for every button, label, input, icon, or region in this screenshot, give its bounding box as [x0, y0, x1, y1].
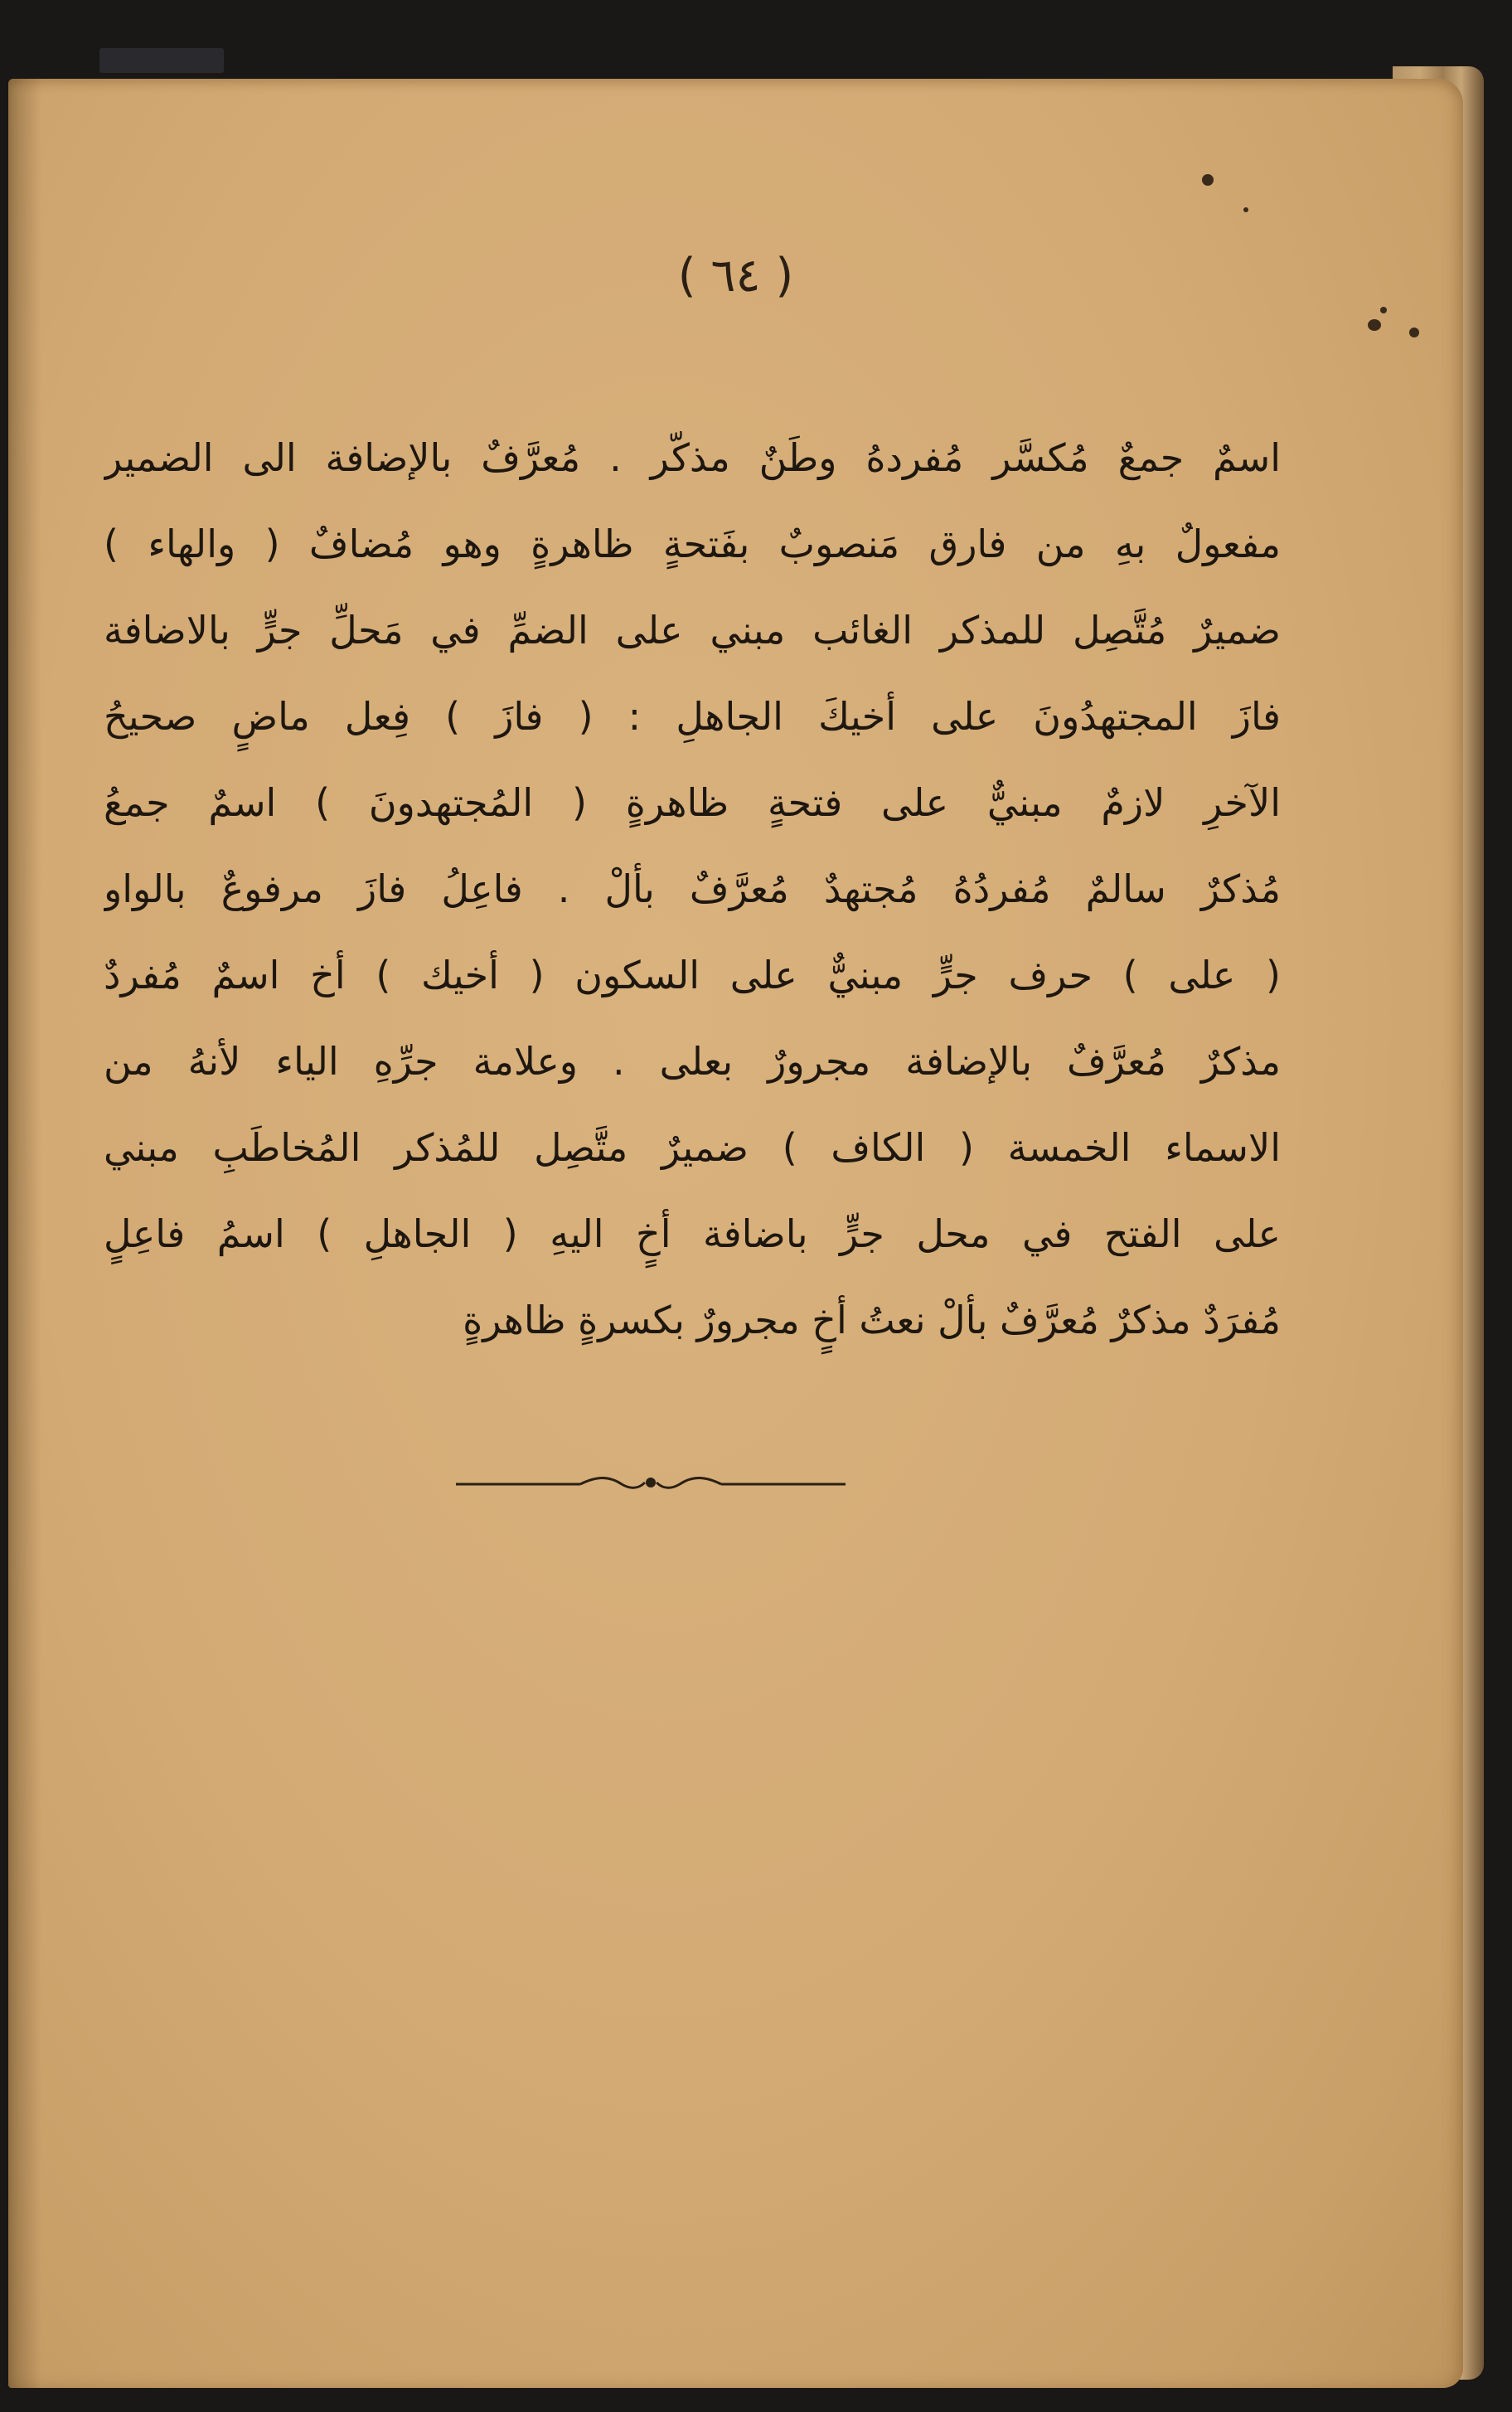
decorative-divider-icon	[456, 1468, 846, 1501]
binding-strip	[99, 48, 224, 73]
spine-shadow	[8, 79, 41, 2388]
text-line: ضميرٌ مُتَّصِل للمذكر الغائب مبني على الضمِّ في مَحلِّ جرٍّ بالاضافة	[104, 608, 1281, 653]
text-line: الاسماء الخمسة ( الكاف ) ضميرٌ متَّصِل للمُذكر المُخاطَبِ مبني	[104, 1125, 1281, 1170]
text-line: فازَ المجتهدُونَ على أخيكَ الجاهلِ : ( فازَ ) فِعل ماضٍ صحيحُ	[104, 694, 1281, 739]
text-line: مذكرٌ مُعرَّفٌ بالإضافة مجرورٌ بعلى . وعلامة جرِّهِ الياء لأنهُ من	[104, 1039, 1281, 1084]
page-number: ( ٦٤ )	[677, 249, 794, 303]
ink-speck	[1409, 328, 1419, 337]
ink-speck	[1202, 174, 1214, 186]
text-line: مفعولٌ بهِ من فارق مَنصوبٌ بفَتحةٍ ظاهرةٍ وهو مُضافٌ ( والهاء )	[104, 522, 1281, 566]
ink-speck	[1380, 307, 1387, 313]
text-line: مُفرَدٌ مذكرٌ مُعرَّفٌ بألْ نعتُ أخٍ مجرورٌ بكسرةٍ ظاهرةٍ	[463, 1298, 1281, 1342]
text-line: اسمٌ جمعٌ مُكسَّر مُفردهُ وطَنٌ مذكّر . مُعرَّفٌ بالإضافة الى الضمير	[104, 435, 1281, 480]
text-line: ( على ) حرف جرٍّ مبنيٌّ على السكون ( أخيك ) أخ اسمٌ مُفردٌ	[104, 953, 1281, 997]
ink-speck	[1243, 207, 1248, 212]
text-line: الآخرِ لازمٌ مبنيٌّ على فتحةٍ ظاهرةٍ ( المُجتهدونَ ) اسمٌ جمعُ	[104, 780, 1281, 825]
text-line: مُذكرٌ سالمٌ مُفردُهُ مُجتهدٌ مُعرَّفٌ بألْ . فاعِلُ فازَ مرفوعٌ بالواو	[104, 866, 1281, 911]
ink-speck	[1368, 319, 1381, 331]
body-text	[104, 415, 1281, 1363]
book-page	[8, 79, 1463, 2388]
text-line: على الفتح في محل جرٍّ باضافة أخٍ اليهِ ( الجاهلِ ) اسمُ فاعِلٍ	[104, 1211, 1281, 1256]
